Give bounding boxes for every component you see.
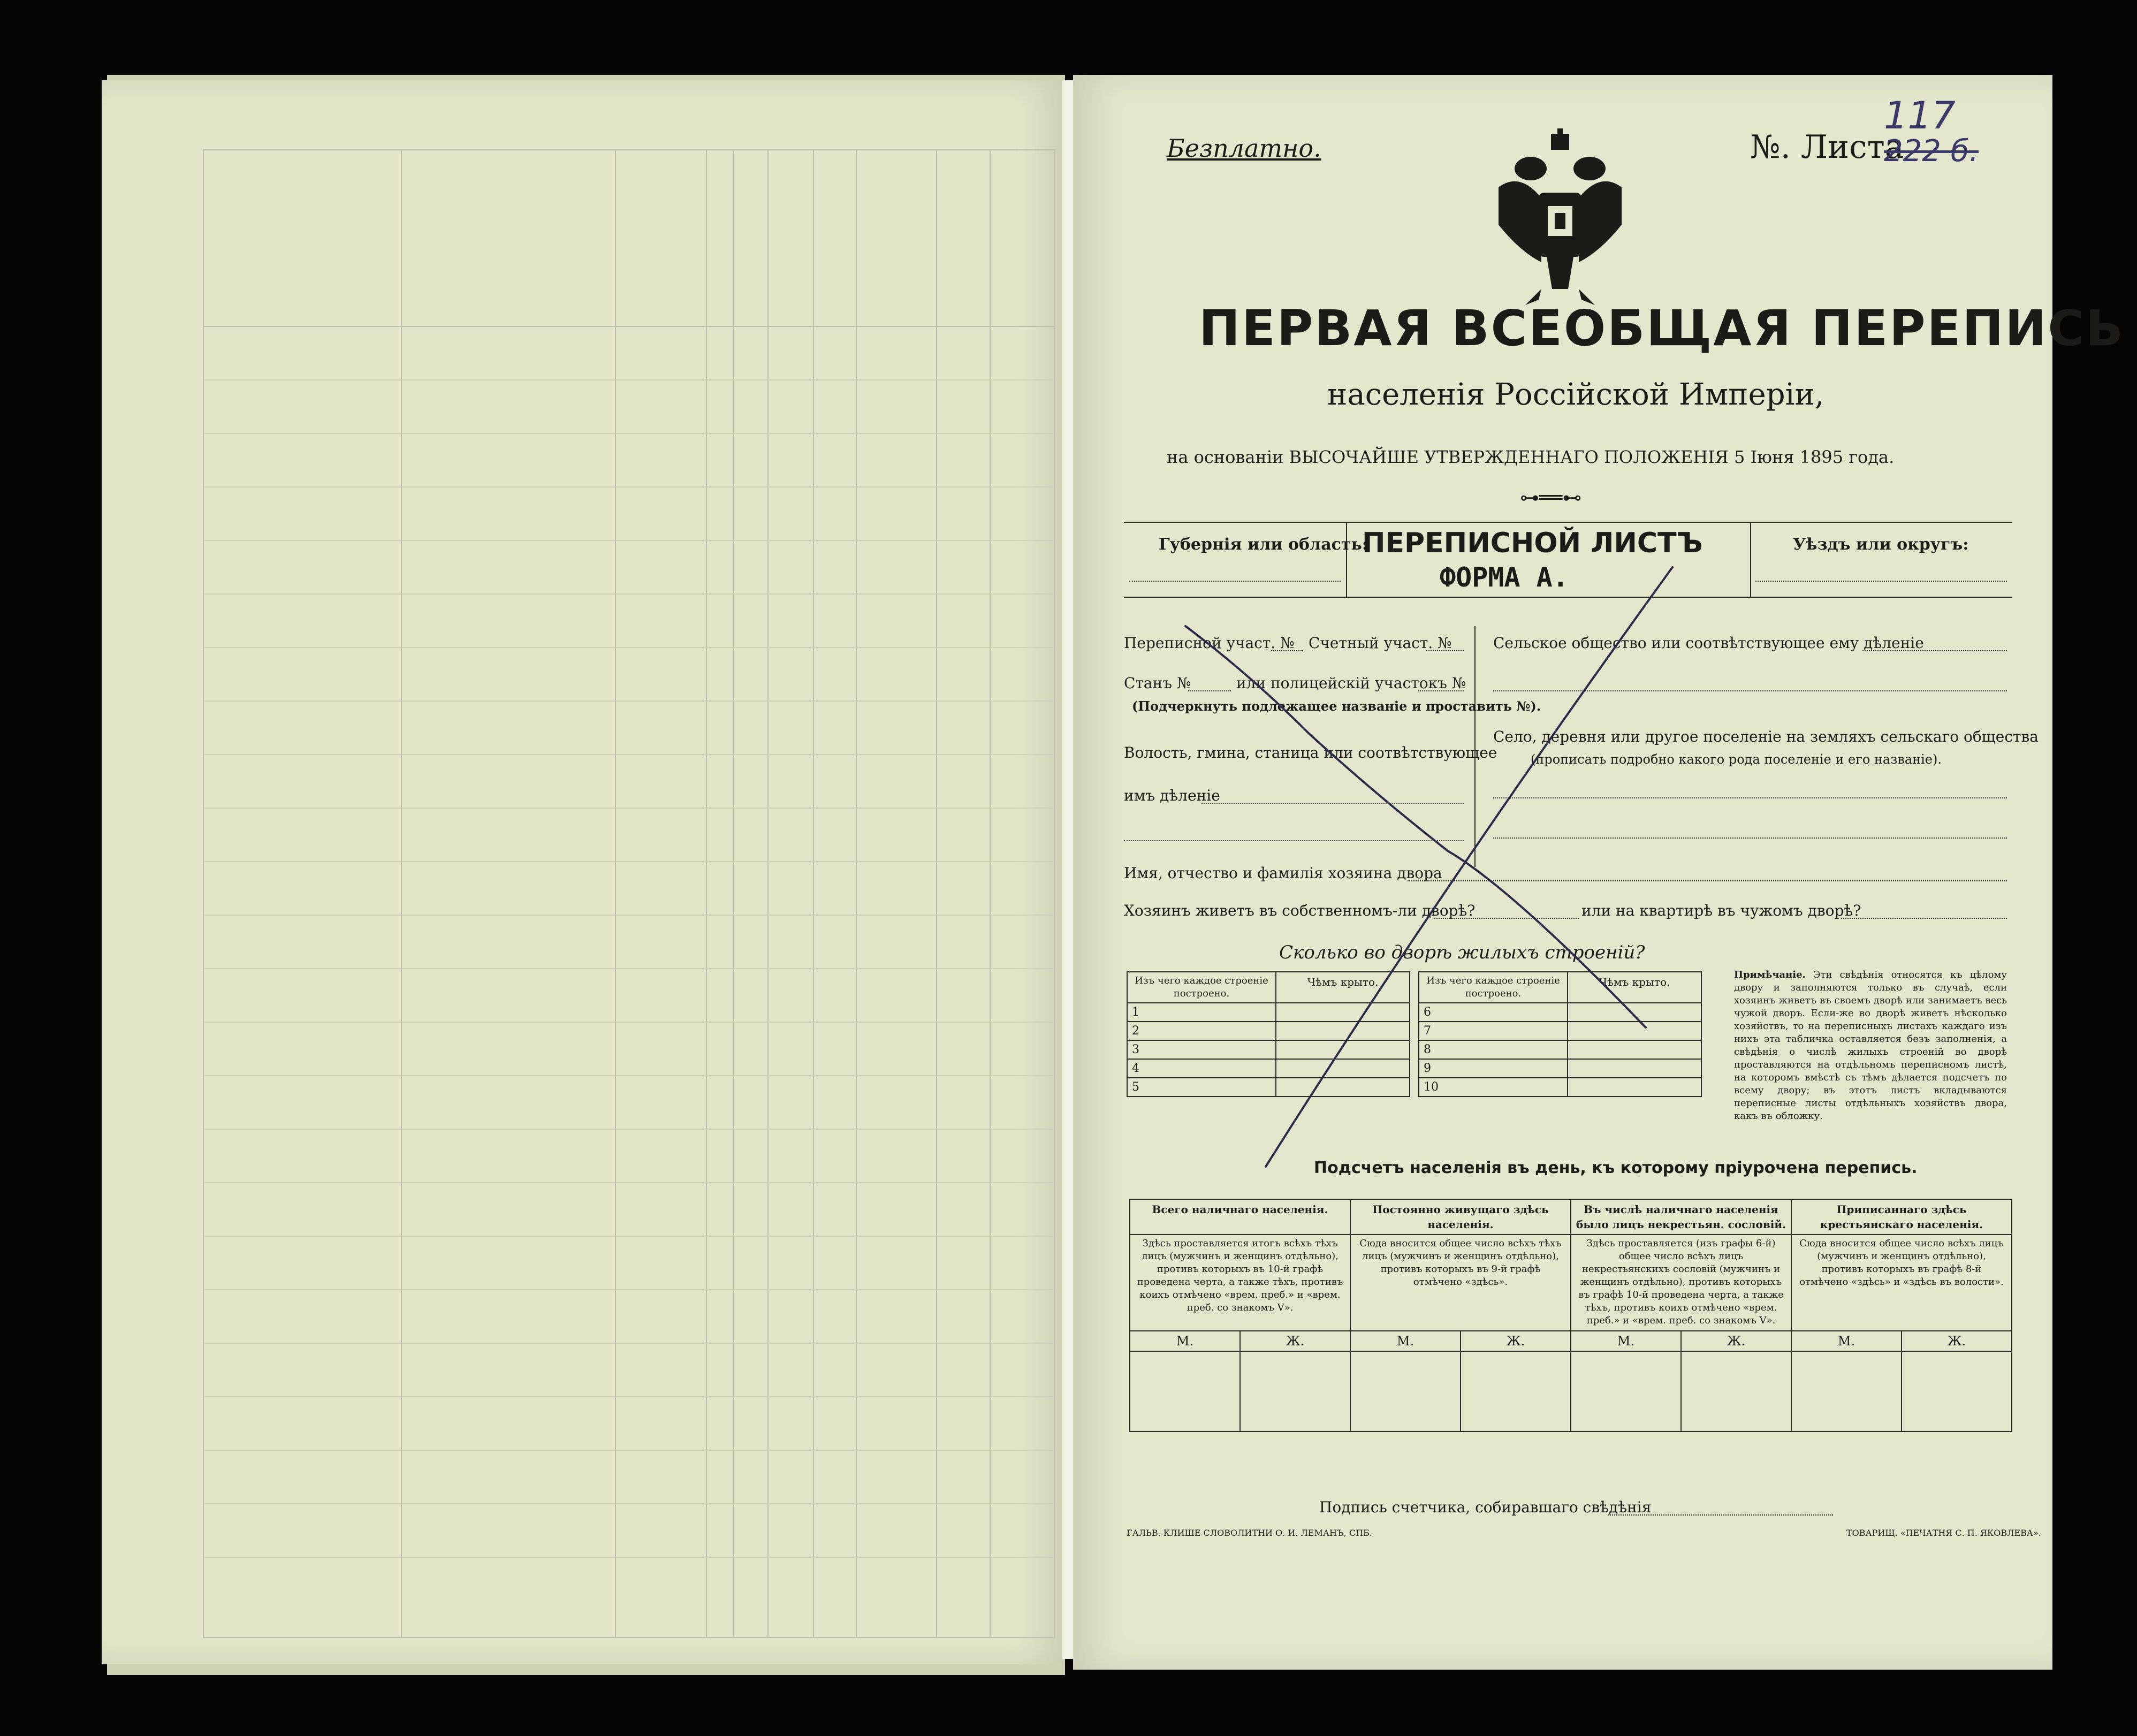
tally-col-title: Всего наличнаго населенія. xyxy=(1130,1199,1350,1235)
owner-name-label: Имя, отчество и фамилія хозяина двора xyxy=(1124,864,1442,882)
page-subtitle: населенія Россійской Имперіи, xyxy=(1327,377,1824,412)
row-num: 2 xyxy=(1127,1022,1276,1040)
police-section-label: или полицейскій участокъ № xyxy=(1236,674,1466,692)
volost-label-cont: имъ дѣленіе xyxy=(1124,787,1220,804)
tally-heading: Подсчетъ населенія въ день, къ которому пріурочена перепись. xyxy=(1314,1159,1918,1177)
col-material: Изъ чего каждое строеніе построено. xyxy=(1127,972,1276,1003)
male-header: М. xyxy=(1791,1331,1902,1351)
page-title: ПЕРВАЯ ВСЕОБЩАЯ ПЕРЕПИСЬ xyxy=(1199,300,2125,357)
row-num: 6 xyxy=(1419,1003,1568,1022)
col-material: Изъ чего каждое строеніе построено. xyxy=(1419,972,1568,1003)
tally-col-desc: Сюда вносится общее число всѣхъ тѣхъ лицъ (мужчинъ и женщинъ отдѣльно), противъ которыхъ въ 9-й графѣ отмѣчено «здѣсь». xyxy=(1350,1235,1571,1331)
volost-label: Волость, гмина, станица или соотвѣтствующее xyxy=(1124,744,1497,762)
female-header: Ж. xyxy=(1902,1331,2012,1351)
census-section-label: Переписной участ. № xyxy=(1124,634,1295,652)
handwritten-cross-mark xyxy=(1073,75,2052,1670)
female-header: Ж. xyxy=(1240,1331,1350,1351)
buildings-question: Сколько во дворѣ жилыхъ строеній? xyxy=(1279,942,1645,963)
tally-col-title: Постоянно живущаго здѣсь населенія. xyxy=(1350,1199,1571,1235)
left-page-grid xyxy=(102,80,1065,1664)
male-header: М. xyxy=(1350,1331,1461,1351)
row-num: 1 xyxy=(1127,1003,1276,1022)
female-header: Ж. xyxy=(1681,1331,1791,1351)
free-label: Безплатно. xyxy=(1167,134,1321,163)
col-roof: Чѣмъ крыто. xyxy=(1568,972,1701,1003)
male-header: М. xyxy=(1130,1331,1240,1351)
sheet-number-handwritten: 117 xyxy=(1884,94,1956,138)
male-header: М. xyxy=(1571,1331,1681,1351)
sheet-number-label: №. Листа xyxy=(1750,128,1904,166)
row-num: 10 xyxy=(1419,1078,1568,1097)
legal-basis: на основаніи ВЫСОЧАЙШЕ УТВЕРЖДЕННАГО ПОЛОЖЕНІЯ 5 Іюня 1895 года. xyxy=(1167,447,1895,467)
row-num: 7 xyxy=(1419,1022,1568,1040)
underline-note: (Подчеркнуть подлежащее названіе и проставить №). xyxy=(1132,698,1541,714)
tally-col-desc: Здѣсь проставляется итогъ всѣхъ тѣхъ лицъ (мужчинъ и женщинъ отдѣльно), противъ которыхъ въ 10-й графѣ проведена черта, а также тѣхъ, противъ коихъ отмѣчено «врем. преб.» и «врем. преб. со знакомъ V». xyxy=(1130,1235,1350,1331)
row-num: 5 xyxy=(1127,1078,1276,1097)
rent-label: или на квартирѣ въ чужомъ дворѣ? xyxy=(1581,902,1861,919)
gubernia-label: Губернія или область: xyxy=(1159,535,1368,554)
tally-col-title: Въ числѣ наличнаго населенія было лицъ некрестьян. сословій. xyxy=(1571,1199,1791,1235)
rural-society-label: Сельское общество или соотвѣтствующее ему дѣленіе xyxy=(1493,634,1924,652)
row-num: 4 xyxy=(1127,1059,1276,1078)
stan-label: Станъ № xyxy=(1124,674,1191,692)
printer-left: ГАЛЬВ. КЛИШЕ СЛОВОЛИТНИ О. И. ЛЕМАНЪ, СПБ. xyxy=(1127,1528,1372,1538)
uezd-label: Уѣздъ или округъ: xyxy=(1793,535,1969,554)
counting-section-label: Счетный участ. № xyxy=(1309,634,1452,652)
tally-col-desc: Здѣсь проставляется (изъ графы 6-й) общее число всѣхъ лицъ некрестьянскихъ сословій (мужчинъ и женщинъ отдѣльно), противъ которыхъ въ графѣ 10-й проведена черта, а также тѣхъ, противъ коихъ отмѣчено «врем. преб.» и «врем. преб. со знакомъ V». xyxy=(1571,1235,1791,1331)
ornament-divider-icon: ⊶══⊷ xyxy=(1520,487,1582,509)
row-num: 3 xyxy=(1127,1040,1276,1059)
signature-label: Подпись счетчика, собиравшаго свѣдѣнія xyxy=(1319,1498,1652,1516)
village-label: Село, деревня или другое поселеніе на земляхъ сельскаго общества xyxy=(1493,728,2039,745)
sheet-number-old: 222 б. xyxy=(1884,134,1979,169)
village-note: (прописать подробно какого рода поселеніе и его названіе). xyxy=(1531,752,1942,767)
col-roof: Чѣмъ крыто. xyxy=(1276,972,1410,1003)
note-text: Эти свѣдѣнія относятся къ цѣлому двору и заполняются только въ случаѣ, если хозяинъ живетъ въ своемъ дворѣ или занимаетъ весь чужой дворъ. Если-же во дворѣ живетъ нѣсколько хозяйствъ, то на переписныхъ листахъ каждаго изъ нихъ эта табличка оставляется безъ заполненія, а свѣдѣнія о числѣ жилыхъ строеній во дворѣ проставляются на отдѣльномъ переписномъ листѣ, на которомъ вмѣстѣ съ тѣмъ дѣлается подсчетъ по всему двору; въ этотъ листъ вкладываются переписные листы отдѣльныхъ хозяйствъ двора, какъ въ обложку. xyxy=(1734,969,2007,1122)
tally-col-desc: Сюда вносится общее число всѣхъ лицъ (мужчинъ и женщинъ отдѣльно), противъ которыхъ въ графѣ 8-й отмѣчено «здѣсь» и «здѣсь въ волости». xyxy=(1791,1235,2012,1331)
own-yard-label: Хозяинъ живетъ въ собственномъ-ли дворѣ? xyxy=(1124,902,1476,919)
note-label: Примѣчаніе. xyxy=(1734,969,1806,980)
sheet-type: ПЕРЕПИСНОЙ ЛИСТЪ xyxy=(1362,527,1703,559)
printer-right: ТОВАРИЩ. «ПЕЧАТНЯ С. П. ЯКОВЛЕВА». xyxy=(1846,1528,2041,1538)
row-num: 9 xyxy=(1419,1059,1568,1078)
female-header: Ж. xyxy=(1461,1331,1571,1351)
tally-col-title: Приписаннаго здѣсь крестьянскаго населенія. xyxy=(1791,1199,2012,1235)
row-num: 8 xyxy=(1419,1040,1568,1059)
form-name: ФОРМА А. xyxy=(1440,562,1569,593)
